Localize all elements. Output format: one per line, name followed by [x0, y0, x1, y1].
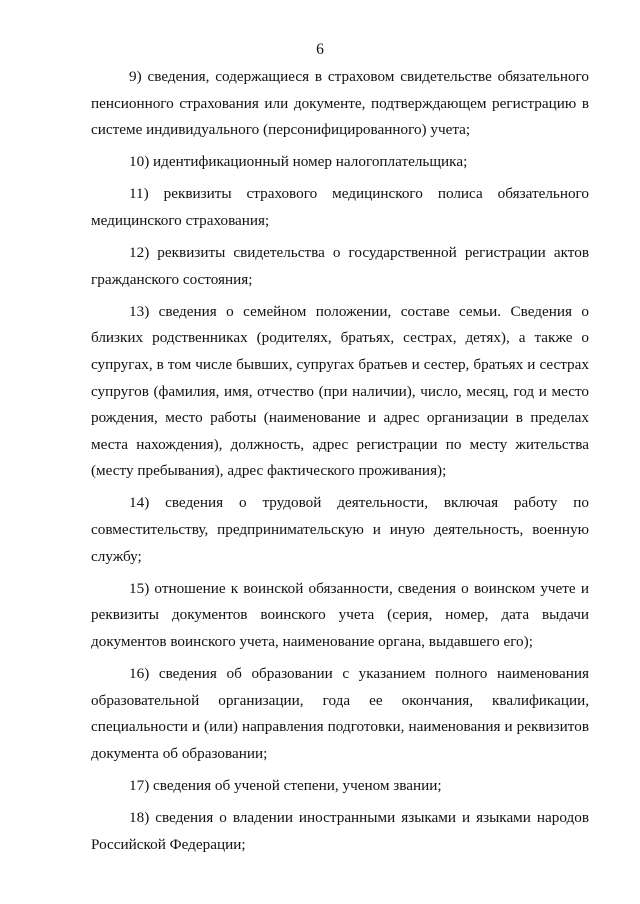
document-body	[91, 64, 589, 858]
list-item-14: 14) сведения о трудовой деятельности, включая работу по совместительству, предпринимательскую и иную деятельность, военную службу;	[91, 494, 589, 565]
page-number: 6	[316, 41, 324, 58]
list-item-11: 11) реквизиты страхового медицинского полиса обязательного медицинского страхования;	[91, 185, 589, 229]
list-item-13: 13) сведения о семейном положении, составе семьи. Сведения о близких родственниках (родителях, братьях, сестрах, детях), а также о супругах, в том числе бывших, супругах братьев и сестер, братьях и сестрах супругов (фамилия, имя, отчество (при наличии), число, месяц, год и место рождения, место работы (наименование и адрес организации в пределах места нахождения), должность, адрес регистрации по месту жительства (месту пребывания), адрес фактического проживания);	[91, 302, 589, 480]
list-item-18: 18) сведения о владении иностранными языками и языками народов Российской Федерации;	[91, 808, 589, 853]
list-item-16: 16) сведения об образовании с указанием полного наименования образовательной организации, года ее окончания, квалификации, специальности и (или) направления подготовки, наименования и реквизитов документа об образовании;	[91, 664, 589, 762]
list-item-15: 15) отношение к воинской обязанности, сведения о воинском учете и реквизиты документов воинского учета (серия, номер, дата выдачи документов воинского учета, наименование органа, выдавшего его);	[91, 579, 589, 650]
list-item-9: 9) сведения, содержащиеся в страховом свидетельстве обязательного пенсионного страхования или документе, подтверждающем регистрацию в системе индивидуального (персонифицированного) учета;	[91, 68, 589, 139]
list-item-17: 17) сведения об ученой степени, ученом звании;	[129, 776, 442, 794]
list-item-12: 12) реквизиты свидетельства о государственной регистрации актов гражданского состояния;	[91, 244, 589, 288]
list-item-10: 10) идентификационный номер налогоплательщика;	[129, 153, 468, 171]
